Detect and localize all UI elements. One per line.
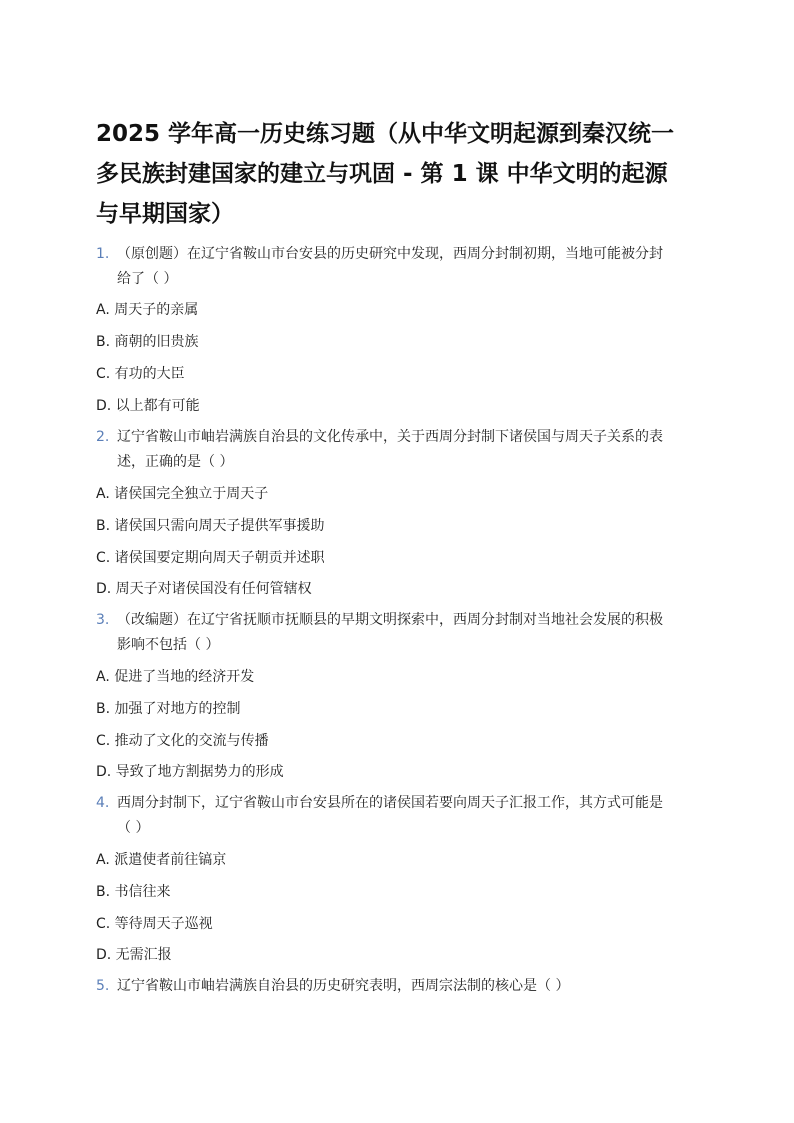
question-number: 1. xyxy=(96,246,110,262)
stem-line: 西周分封制下，辽宁省鞍山市台安县所在的诸侯国若要向周天子汇报工作，其方式可能是 xyxy=(117,795,663,811)
question-stem xyxy=(96,791,706,841)
question-5 xyxy=(96,974,706,999)
title-line-1: 2025 学年高一历史练习题（从中华文明起源到秦汉统一 xyxy=(96,121,675,147)
option-c: C. 有功的大臣 xyxy=(96,366,185,382)
option-d: D. 导致了地方割据势力的形成 xyxy=(96,764,284,780)
option-b: B. 商朝的旧贵族 xyxy=(96,334,199,350)
stem-line: （改编题）在辽宁省抚顺市抚顺县的早期文明探索中，西周分封制对当地社会发展的积极 xyxy=(117,612,663,628)
option-c: C. 等待周天子巡视 xyxy=(96,916,213,932)
question-number: 5. xyxy=(96,978,110,994)
question-stem xyxy=(96,242,706,292)
question-stem xyxy=(96,608,706,658)
option-d: D. 以上都有可能 xyxy=(96,398,200,414)
option-a: A. 派遣使者前往镐京 xyxy=(96,852,227,868)
stem-line: 影响不包括（ ） xyxy=(117,637,220,653)
stem-line: 辽宁省鞍山市岫岩满族自治县的历史研究表明，西周宗法制的核心是（ ） xyxy=(117,978,570,994)
option-a: A. 促进了当地的经济开发 xyxy=(96,669,255,685)
option-b: B. 加强了对地方的控制 xyxy=(96,701,241,717)
question-number: 3. xyxy=(96,612,110,628)
question-number: 4. xyxy=(96,795,110,811)
option-a: A. 诸侯国完全独立于周天子 xyxy=(96,486,269,502)
option-b: B. 书信往来 xyxy=(96,884,171,900)
title-line-2: 多民族封建国家的建立与巩固 - 第 1 课 中华文明的起源 xyxy=(96,161,668,187)
question-3 xyxy=(96,608,706,658)
title-line-3: 与早期国家） xyxy=(96,201,234,227)
document-title xyxy=(96,114,706,234)
stem-line: （ ） xyxy=(117,820,150,836)
question-number: 2. xyxy=(96,429,110,445)
stem-line: 辽宁省鞍山市岫岩满族自治县的文化传承中，关于西周分封制下诸侯国与周天子关系的表 xyxy=(117,429,663,445)
option-d: D. 周天子对诸侯国没有任何管辖权 xyxy=(96,581,312,597)
question-1 xyxy=(96,242,706,292)
stem-line: 述，正确的是（ ） xyxy=(117,454,234,470)
question-2 xyxy=(96,425,706,475)
question-stem xyxy=(96,974,706,999)
option-a: A. 周天子的亲属 xyxy=(96,302,199,318)
option-c: C. 推动了文化的交流与传播 xyxy=(96,733,269,749)
option-d: D. 无需汇报 xyxy=(96,947,172,963)
option-c: C. 诸侯国要定期向周天子朝贡并述职 xyxy=(96,550,325,566)
stem-line: （原创题）在辽宁省鞍山市台安县的历史研究中发现，西周分封制初期，当地可能被分封 xyxy=(117,246,663,262)
question-4 xyxy=(96,791,706,841)
option-b: B. 诸侯国只需向周天子提供军事援助 xyxy=(96,518,325,534)
question-stem xyxy=(96,425,706,475)
stem-line: 给了（ ） xyxy=(117,271,178,287)
